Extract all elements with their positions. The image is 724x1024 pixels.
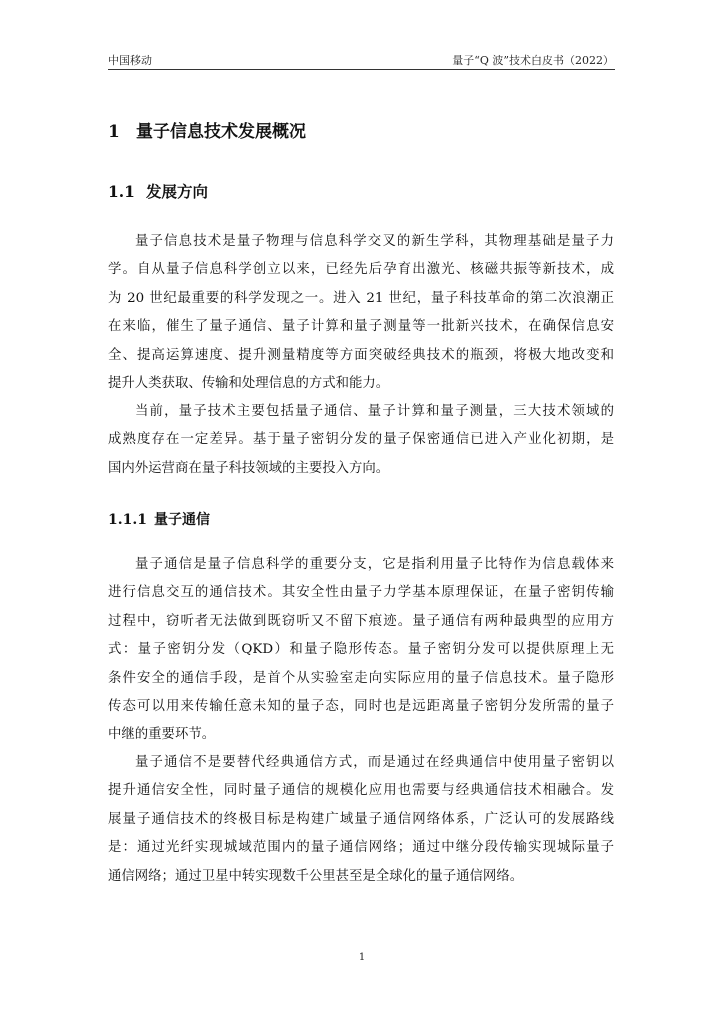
section-title: 量子通信 — [154, 512, 210, 528]
paragraph-line: 量子通信是量子信息科学的重要分支，它是指利用量子比特作为信息载体来 — [135, 557, 614, 572]
section-heading-1-1-1 — [108, 509, 210, 529]
paragraph-line: 在来临，催生了量子通信、量子计算和量子测量等一批新兴技术，在确保信息安 — [108, 319, 614, 335]
paragraph-line: 展量子通信技术的终极目标是构建广域量子通信网络体系，广泛认可的发展路线 — [108, 811, 614, 827]
header-document-title: 量子“Q 波”技术白皮书（2022） — [452, 54, 614, 67]
paragraph-line: 传态可以用来传输任意未知的量子态，同时也是远距离量子密钥分发所需的量子 — [108, 698, 614, 714]
section-title: 量子信息技术发展概况 — [136, 122, 306, 142]
paragraph-line: 学。自从量子信息科学创立以来，已经先后孕育出激光、核磁共振等新技术，成 — [108, 262, 614, 278]
page-header — [108, 50, 614, 68]
header-divider — [108, 69, 615, 70]
paragraph-line: 式：量子密钥分发（QKD）和量子隐形传态。量子密钥分发可以提供原理上无 — [108, 642, 614, 658]
paragraph-line: 量子信息技术是量子物理与信息科学交叉的新生学科，其物理基础是量子力 — [135, 234, 614, 249]
page-number: 1 — [358, 952, 366, 963]
paragraph-quantum-info-intro — [108, 228, 614, 398]
section-number: 1 — [108, 122, 120, 142]
paragraph-line: 为 20 世纪最重要的科学发现之一。进入 21 世纪，量子科技革命的第二次浪潮正 — [108, 290, 614, 306]
section-heading-1-1 — [108, 180, 208, 202]
paragraph-line: 量子通信不是要替代经典通信方式，而是通过在经典通信中使用量子密钥以 — [135, 755, 614, 770]
paragraph-line: 进行信息交互的通信技术。其安全性由量子力学基本原理保证，在量子密钥传输 — [108, 585, 614, 601]
section-heading-1 — [108, 117, 306, 142]
paragraph-line: 通信网络；通过卫星中转实现数千公里甚至是全球化的量子通信网络。 — [108, 868, 524, 884]
paragraph-current-state — [108, 398, 614, 483]
paragraph-quantum-communication — [108, 551, 614, 750]
section-number: 1.1.1 — [108, 512, 147, 528]
paragraph-line: 提升通信安全性，同时量子通信的规模化应用也需要与经典通信技术相融合。发 — [108, 783, 614, 799]
paragraph-line: 当前，量子技术主要包括量子通信、量子计算和量子测量，三大技术领域的 — [135, 404, 614, 419]
paragraph-line: 条件安全的通信手段，是首个从实验室走向实际应用的量子信息技术。量子隐形 — [108, 670, 614, 686]
paragraph-line: 是：通过光纤实现城域范围内的量子通信网络；通过中继分段传输实现城际量子 — [108, 840, 614, 856]
header-organization: 中国移动 — [108, 54, 152, 67]
paragraph-line: 提升人类获取、传输和处理信息的方式和能力。 — [108, 375, 390, 391]
section-number: 1.1 — [108, 182, 135, 201]
paragraph-line: 中继的重要环节。 — [108, 727, 216, 743]
paragraph-line: 过程中，窃听者无法做到既窃听又不留下痕迹。量子通信有两种最典型的应用方 — [108, 613, 614, 629]
paragraph-line: 全、提高运算速度、提升测量精度等方面突破经典技术的瓶颈，将极大地改变和 — [108, 347, 614, 363]
paragraph-communication-roadmap — [108, 749, 614, 891]
section-title: 发展方向 — [146, 182, 209, 201]
paragraph-line: 国内外运营商在量子科技领域的主要投入方向。 — [108, 460, 390, 476]
paragraph-line: 成熟度存在一定差异。基于量子密钥分发的量子保密通信已进入产业化初期，是 — [108, 432, 614, 448]
